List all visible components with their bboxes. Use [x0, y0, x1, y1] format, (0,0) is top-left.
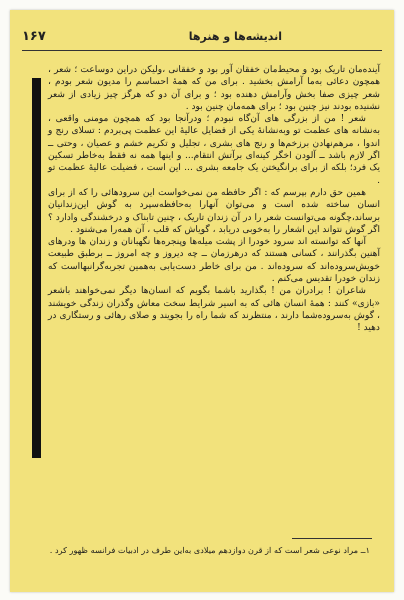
header-rule — [22, 50, 382, 51]
running-title: اندیشه‌ها و هنرها — [188, 29, 282, 43]
book-page — [10, 10, 394, 592]
page-header — [22, 24, 382, 48]
footnote: ۱ــ مراد نوعی شعر است که از قرن دوازدهم میلادی به‌این طرف در ادبیات فرانسه ظهور کرد . — [49, 545, 370, 555]
page-number: ۱۶۷ — [22, 28, 46, 44]
margin-highlight-bar — [32, 78, 41, 458]
footnote-rule — [292, 538, 372, 539]
paragraph: آنها که توانسته اند سرود خودرا از پشت میله‌ها وپنجره‌ها نگهبانان و زندان ها ودرهای آهنین بگذرانند ، کسانی هستند که درهرزمان ــ چه‌ دیروز و چه امروز ــ برطبق طبیعت خویش‌سروده‌اند که سروده‌اند . من برای خاطر دست‌یابی به‌همین تجربه‌گرانبهااست که زندان خودرا تقدیس می‌کنم . — [48, 237, 380, 285]
paragraph: شاعران ! برادران من ! بگذارید باشما بگویم که انسان‌ها دیگر نمی‌خواهند باشعر «بازی» کنند : همهٔ انسان هائی که به اسیر شرایط سخت معاش وگذران زندگی خویشند ، گوش به‌سروده‌شما دارند ، منتظرند که شما راه را بجویند و صلای رهائی و رستگاری در دهید ! — [48, 286, 380, 334]
paragraph: همین حق دارم بپرسم که : اگر حافظه من نمی‌خواست این سرود‌هائی را که از برای انسان ساخته شده است و می‌توان آنهارا به‌حافظه‌سپرد به گوش این‌زندانیان برساند،چگونه می‌توانست شعر را در آن زندان تاریک ، چنین تابناک و درخشندگی وادارد ؟ اگر گوش نتواند این اشعار را به‌خوبی دریابد ، گویاش که قلب ، آن همه‌را می‌شنود . — [48, 187, 380, 235]
paragraph: آینده‌مان تاریک بود و محیط‌مان خفقان آور بود و خفقانی ،ولیکن دراین دوساعت ؛ شعر ، همچون دعائی به‌ما آرامش بخشید . برای من که همهٔ احساسم را مدیون شعر بودم ، شعر چیزی صفا بخش وآرامش دهنده بود ؛ و برای آن دو که هرگز چیز زیادی از شعر نشنیده بودند نیز چنین بود ؛ برای همه‌مان چنین بود . — [48, 65, 380, 112]
paragraph: شعر ! من از بزرگی های آن‌گاه نبودم ؛ ودرآنجا بود که همچون مومنی واقعی ، به‌نشانه های عظمت تو وبه‌نشانهٔ یکی از فضایل عالیهٔ این عظمت پی‌بردم : تسلای رنج و اندوا ، مرهم‌نهادن برزخم‌ها و رنج های بشری ، تجلیل و تکریم خشم و عصیان ، وحتی ــ اگر لازم باشد ــ آلودن اخگر کینه‌ای برآتش انتقام... و اینها همه نه فقط به‌خاطر تسکین یک فرد؛ بلکه از برای برانگیختن یک جامعه بشری ... این است ، فضیلت عالیهٔ عظمت تو . — [48, 114, 380, 186]
body-text — [48, 64, 380, 335]
